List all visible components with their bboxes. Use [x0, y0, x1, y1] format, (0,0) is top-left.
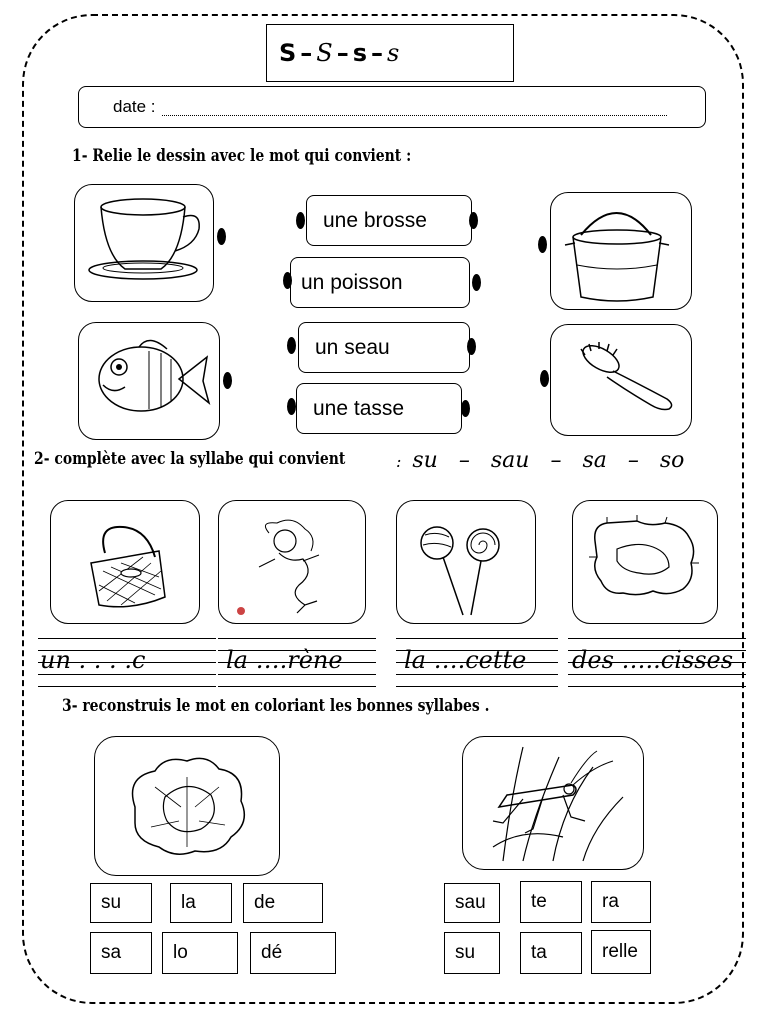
title-box — [266, 24, 514, 82]
title-dash: – — [300, 39, 313, 67]
syllable-box[interactable] — [591, 881, 651, 923]
syllable-label: su — [101, 892, 122, 913]
syllable-label: relle — [602, 941, 638, 962]
sausages-icon — [572, 500, 718, 624]
syllable-box[interactable] — [520, 881, 582, 923]
title-cursive-upper: S — [316, 39, 333, 67]
syllable-box[interactable] — [444, 883, 500, 923]
exercise2-instruction: 2- complète avec la syllabe qui convient — [34, 449, 346, 469]
option-su: su — [412, 448, 438, 473]
lettuce-icon — [94, 736, 280, 876]
syllable-label: la — [181, 892, 196, 913]
match-dot[interactable] — [461, 400, 470, 417]
match-dot[interactable] — [296, 212, 305, 229]
title-dash: – — [336, 39, 349, 67]
word-label: un seau — [315, 335, 390, 359]
match-dot[interactable] — [469, 212, 478, 229]
match-dot[interactable] — [217, 228, 226, 245]
word-label: un poisson — [301, 270, 403, 294]
date-label: date : — [113, 97, 156, 116]
syllable-box[interactable] — [520, 932, 582, 974]
options-colon: : — [396, 452, 402, 471]
date-field[interactable] — [78, 86, 706, 128]
grasshopper-icon — [462, 736, 644, 870]
match-dot[interactable] — [283, 272, 292, 289]
answer-word: un . . . .c — [40, 646, 146, 674]
option-separator: – — [627, 448, 639, 473]
answer-word: la ….rène — [226, 646, 343, 674]
syllable-label: dé — [261, 942, 283, 963]
option-sau: sau — [490, 448, 530, 473]
syllable-label: ta — [531, 942, 547, 963]
syllable-box[interactable] — [243, 883, 323, 923]
answer-word: la ….cette — [404, 646, 527, 674]
answer-word: des …..cisses — [572, 646, 734, 674]
brush-icon — [550, 324, 692, 436]
match-dot[interactable] — [538, 236, 547, 253]
syllable-box[interactable] — [162, 932, 238, 974]
word-label: une brosse — [323, 208, 427, 232]
syllable-label: sau — [455, 892, 486, 913]
syllable-label: te — [531, 891, 547, 912]
syllable-label: de — [254, 892, 276, 913]
cup-icon — [74, 184, 214, 302]
syllable-label: sa — [101, 942, 122, 963]
syllable-box[interactable] — [591, 930, 651, 974]
fish-icon — [78, 322, 220, 440]
exercise1-instruction: 1- Relie le dessin avec le mot qui convient : — [72, 146, 412, 166]
lollipop-icon — [396, 500, 536, 624]
option-sa: sa — [582, 448, 607, 473]
syllable-box[interactable] — [90, 932, 152, 974]
match-dot[interactable] — [287, 337, 296, 354]
syllable-label: lo — [173, 942, 188, 963]
word-box — [306, 195, 472, 246]
syllable-box[interactable] — [170, 883, 232, 923]
title-dash: – — [371, 39, 384, 67]
option-so: so — [659, 448, 685, 473]
title-print-lower: s — [352, 39, 368, 67]
title-print-upper: S — [279, 39, 297, 67]
word-box — [290, 257, 470, 308]
title-cursive-lower: s — [387, 39, 400, 67]
handbag-icon — [50, 500, 200, 624]
word-box — [298, 322, 470, 373]
syllable-box[interactable] — [444, 932, 500, 974]
bucket-icon — [550, 192, 692, 310]
match-dot[interactable] — [540, 370, 549, 387]
match-dot[interactable] — [467, 338, 476, 355]
word-label: une tasse — [313, 396, 405, 420]
syllable-label: su — [455, 942, 476, 963]
syllable-box[interactable] — [250, 932, 336, 974]
match-dot[interactable] — [472, 274, 481, 291]
mermaid-icon — [218, 500, 366, 624]
match-dot[interactable] — [223, 372, 232, 389]
option-separator: – — [458, 448, 470, 473]
match-dot[interactable] — [287, 398, 296, 415]
exercise3-instruction: 3- reconstruis le mot en coloriant les bonnes syllabes . — [62, 696, 490, 716]
option-separator: – — [550, 448, 562, 473]
syllable-label: ra — [602, 891, 619, 912]
word-box — [296, 383, 462, 434]
syllable-box[interactable] — [90, 883, 152, 923]
date-dotted-line[interactable] — [162, 105, 667, 116]
syllable-options — [396, 448, 684, 473]
